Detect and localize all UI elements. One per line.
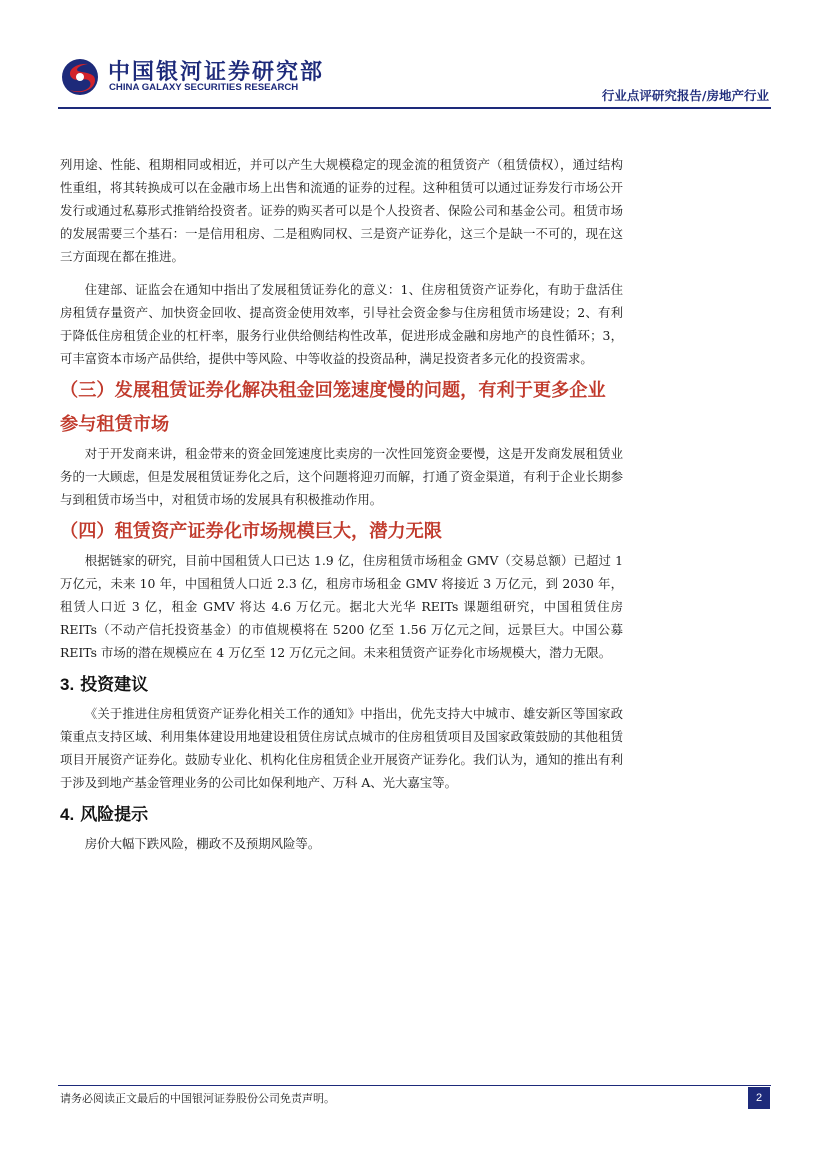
header-divider [58, 107, 771, 109]
section-heading-risk [60, 800, 623, 830]
section-number: 4. [60, 805, 75, 824]
section-heading-investment [60, 670, 623, 700]
paragraph-developers: 对于开发商来讲，租金带来的资金回笼速度比卖房的一次性回笼资金要慢，这是开发商发展租赁业务的一大顾虑，但是发展租赁证券化之后，这个问题将迎刃而解，打通了资金渠道，有利于企业长期参与到租赁市场当中，对租赁市场的发展具有积极推动作用。 [60, 446, 623, 507]
subheading-4: （四）租赁资产证券化市场规模巨大，潜力无限 [60, 521, 442, 542]
paragraph-significance: 住建部、证监会在通知中指出了发展租赁证券化的意义：1、住房租赁资产证券化，有助于盘活住房租赁存量资产、加快资金回收、提高资金使用效率，引导社会资金参与住房租赁市场建设；2、有利于降低住房租赁企业的杠杆率，服务行业供给侧结构性改革，促进形成金融和房地产的良性循环；3，可丰富资本市场产品供给，提供中等风险、中等收益的投资品种，满足投资者多元化的投资需求。 [60, 282, 623, 366]
page-number: 2 [748, 1087, 770, 1109]
footer-divider [58, 1085, 771, 1086]
footer-disclaimer: 请务必阅读正文最后的中国银河证券股份公司免责声明。 [60, 1092, 335, 1105]
paragraph-market-size: 根据链家的研究，目前中国租赁人口已达 1.9 亿，住房租赁市场租金 GMV（交易总额）已超过 1 万亿元，未来 10 年，中国租赁人口近 2.3 亿，租房市场租金 GMV 将接近 3 万亿元，到 2030 年，租赁人口近 3 亿，租金 GMV 将达 4.6 万亿元。据北大光华 REITs 课题组研究，中国租赁住房 REITs（不动产信托投资基金）的市值规模将在 5200 亿至 1.56 万亿元之间，远景巨大。中国公募 REITs 市场的潜在规模应在 4 万亿至 12 万亿元之间。未来租赁资产证券化市场规模大，潜力无限。 [60, 553, 623, 660]
main-content [60, 153, 623, 855]
logo-chinese-name: 中国银河证券研究部 [108, 60, 325, 85]
paragraph-investment: 《关于推进住房租赁资产证券化相关工作的通知》中指出，优先支持大中城市、雄安新区等国家政策重点支持区域、利用集体建设用地建设租赁住房试点城市的住房租赁项目及国家政策鼓励的其他租赁项目开展资产证券化。鼓励专业化、机构化住房租赁企业开展资产证券化。我们认为，通知的推出有利于涉及到地产基金管理业务的公司比如保利地产、万科 A、光大嘉宝等。 [60, 706, 623, 790]
paragraph-risk: 房价大幅下跌风险，棚政不及预期风险等。 [84, 836, 321, 851]
galaxy-logo-icon [60, 57, 100, 97]
report-type-label: 行业点评研究报告/房地产行业 [601, 88, 769, 103]
section-title: 投资建议 [80, 675, 149, 695]
section-number: 3. [60, 675, 75, 694]
section-title: 风险提示 [80, 805, 149, 825]
subheading-3: （三）发展租赁证券化解决租金回笼速度慢的问题，有利于更多企业参与租赁市场 [60, 380, 606, 435]
logo-english-name: CHINA GALAXY SECURITIES RESEARCH [109, 82, 299, 93]
paragraph-leasing-definition: 列用途、性能、租期相同或相近，并可以产生大规模稳定的现金流的租赁资产（租赁债权），通过结构性重组，将其转换成可以在金融市场上出售和流通的证券的过程。这种租赁可以通过证券发行市场公开发行或通过私募形式推销给投资者。证券的购买者可以是个人投资者、保险公司和基金公司。租赁市场的发展需要三个基石：一是信用租房、二是租购同权、三是资产证券化，这三个是缺一不可的，现在这三方面现在都在推进。 [60, 157, 623, 264]
